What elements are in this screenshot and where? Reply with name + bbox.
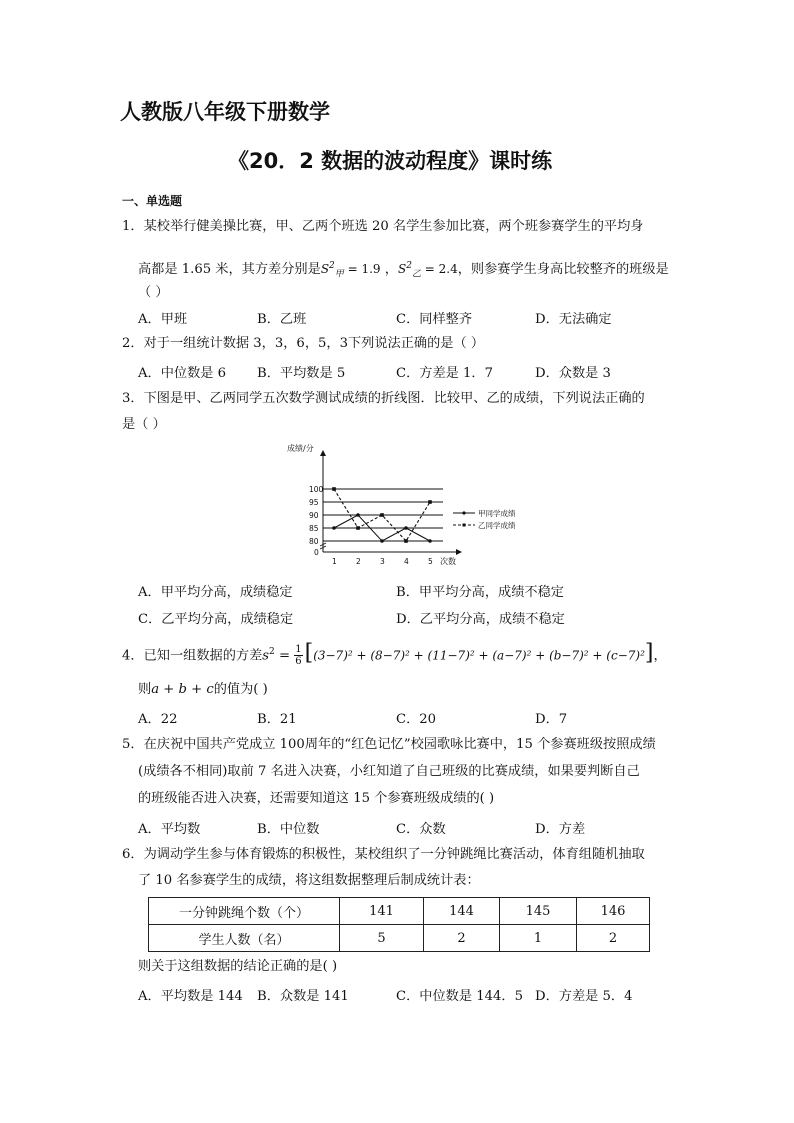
q4-expression: a + b + c — [151, 682, 214, 697]
y-axis-label: 成绩/分 — [287, 444, 314, 453]
q2-stem: 2．对于一组统计数据 3，3，6，5，3下列说法正确的是（ ） — [122, 336, 485, 351]
q1-comma: ， — [380, 262, 398, 277]
q4-tail: ， — [653, 648, 667, 664]
section-heading: 一、单选题 — [122, 194, 183, 208]
legend-jia-label: 甲同学成绩 — [478, 509, 516, 518]
q4-option-c[interactable]: C．20 — [396, 712, 437, 727]
table-cell: 1 — [500, 925, 577, 952]
q4-option-d[interactable]: D．7 — [535, 712, 568, 727]
x-axis-arrow — [456, 549, 462, 555]
series-jia-point — [332, 526, 336, 530]
series-yi-point — [404, 539, 408, 543]
legend-yi-marker — [463, 524, 466, 527]
q1-line2-post: ，则参赛学生身高比较整齐的班级是 — [457, 262, 669, 277]
q3-stem-line2: 是（ ） — [122, 417, 166, 432]
legend-yi-label: 乙同学成绩 — [478, 521, 516, 530]
q5-stem-line2: (成绩各不相同)取前 7 名进入决赛，小红知道了自己班级的比赛成绩，如果要判断自己 — [138, 764, 640, 779]
q4-bracket-close: ] — [644, 640, 654, 666]
q4-stem-line2 — [138, 681, 268, 699]
table-row — [149, 925, 650, 952]
q1-stem-line2 — [138, 257, 669, 283]
y-tick-label: 80 — [309, 537, 319, 546]
q1-option-a[interactable]: A．甲班 — [138, 312, 188, 327]
q2-option-c[interactable]: C．方差是 1．7 — [396, 366, 493, 381]
q4-frac-num: 1 — [295, 644, 302, 656]
table-cell: 145 — [500, 898, 577, 925]
q4-line2-post: 的值为( ) — [213, 682, 268, 697]
q5-option-c[interactable]: C．众数 — [396, 822, 446, 837]
series-yi-point — [356, 526, 360, 530]
q4-eq: = — [274, 648, 295, 664]
q1-option-c[interactable]: C．同样整齐 — [396, 312, 473, 327]
y-tick-label: 95 — [309, 498, 319, 507]
table-row — [149, 898, 650, 925]
q1-s-jia-sup: 2 — [329, 261, 335, 271]
q1-s-yi-sub: 乙 — [411, 269, 421, 280]
q4-s: s — [262, 648, 270, 664]
series-jia-point — [404, 526, 408, 530]
q1-s-yi: S — [397, 262, 407, 276]
q1-answer-blank: （ ） — [138, 285, 169, 300]
q6-option-a[interactable]: A．平均数是 144 — [138, 989, 243, 1004]
table-cell: 144 — [424, 898, 500, 925]
q4-frac-den: 6 — [295, 656, 302, 668]
y-tick-label: 90 — [309, 511, 319, 520]
q5-stem-line1: 5．在庆祝中国共产党成立 100周年的“红色记忆”校园歌咏比赛中，15 个参赛班级按照成绩 — [122, 737, 656, 752]
series-yi-point — [428, 500, 432, 504]
q5-option-a[interactable]: A．平均数 — [138, 822, 201, 837]
q6-option-b[interactable]: B．众数是 141 — [257, 989, 349, 1004]
x-tick-label: 5 — [428, 557, 433, 566]
x-axis-label: 次数 — [440, 557, 456, 566]
q2-option-a[interactable]: A．中位数是 6 — [138, 366, 227, 381]
q4-option-b[interactable]: B．21 — [257, 712, 297, 727]
q1-option-b[interactable]: B．乙班 — [257, 312, 307, 327]
q3-stem-line1: 3．下图是甲、乙两同学五次数学测试成绩的折线图．比较甲、乙的成绩，下列说法正确的 — [122, 391, 645, 406]
lesson-title: 《20．2 数据的波动程度》课时练 — [228, 149, 553, 173]
q6-stem-line2: 了 10 名参赛学生的成绩，将这组数据整理后制成统计表： — [138, 873, 480, 888]
x-tick-label: 2 — [356, 557, 361, 566]
q5-option-d[interactable]: D．方差 — [535, 822, 586, 837]
x-tick-label: 3 — [380, 557, 385, 566]
q1-s-yi-value: = 2.4 — [420, 262, 458, 276]
table-header-cell: 一分钟跳绳个数（个） — [149, 898, 340, 925]
score-line-chart — [285, 440, 535, 575]
q1-s-yi-sup: 2 — [406, 261, 412, 271]
q1-stem-line1: 1．某校举行健美操比赛，甲、乙两个班选 20 名学生参加比赛，两个班参赛学生的平均身 — [122, 219, 644, 234]
q4-line2-pre: 则 — [138, 682, 152, 697]
q6-option-c[interactable]: C．中位数是 144．5 — [396, 989, 523, 1004]
table-cell: 146 — [577, 898, 650, 925]
legend-jia-marker — [462, 511, 465, 514]
jump-rope-stats-table — [148, 897, 650, 952]
q3-option-d[interactable]: D．乙平均分高，成绩不稳定 — [396, 612, 565, 627]
table-cell: 5 — [340, 925, 424, 952]
worksheet-title: 人教版八年级下册数学 — [120, 100, 330, 124]
q5-stem-line3: 的班级能否进入决赛，还需要知道这 15 个参赛班级成绩的( ) — [138, 791, 495, 806]
y-axis-arrow — [320, 450, 326, 456]
table-cell: 2 — [424, 925, 500, 952]
q1-variance-yi — [397, 261, 421, 280]
series-yi-point — [332, 487, 336, 491]
table-cell: 141 — [340, 898, 424, 925]
q1-s-jia-sub: 甲 — [334, 269, 344, 280]
q4-s-sup: 2 — [269, 647, 275, 657]
table-header-cell: 学生人数（名） — [149, 925, 340, 952]
table-cell: 2 — [577, 925, 650, 952]
q6-stem-line1: 6．为调动学生参与体育锻炼的积极性，某校组织了一分钟跳绳比赛活动，体育组随机抽取 — [122, 847, 645, 862]
y-tick-label: 100 — [309, 485, 324, 494]
zero-label: 0 — [314, 548, 319, 557]
q3-option-a[interactable]: A．甲平均分高，成绩稳定 — [138, 585, 293, 600]
x-tick-label: 1 — [332, 557, 337, 566]
q1-option-d[interactable]: D．无法确定 — [535, 312, 612, 327]
q1-s-jia-value: = 1.9 — [343, 262, 381, 276]
q3-option-c[interactable]: C．乙平均分高，成绩稳定 — [138, 612, 294, 627]
q2-option-b[interactable]: B．平均数是 5 — [257, 366, 346, 381]
q2-option-d[interactable]: D．众数是 3 — [535, 366, 611, 381]
q1-s-jia: S — [320, 262, 330, 276]
q4-bracket-open: [ — [304, 640, 314, 666]
q4-formula-body: (3−7)² + (8−7)² + (11−7)² + (a−7)² + (b−7)² + (c−7)² — [313, 648, 645, 663]
series-jia-point — [356, 513, 360, 517]
y-tick-label: 85 — [309, 524, 319, 533]
series-jia-point — [380, 539, 384, 543]
q4-option-a[interactable]: A．22 — [138, 712, 178, 727]
q4-stem-line1 — [122, 640, 667, 668]
series-jia-point — [428, 539, 432, 543]
q4-fraction — [294, 644, 302, 667]
q6-option-d[interactable]: D．方差是 5．4 — [535, 989, 633, 1004]
q6-stem-line3: 则关于这组数据的结论正确的是( ) — [138, 959, 338, 974]
q1-variance-jia — [320, 261, 344, 280]
x-tick-label: 4 — [404, 557, 409, 566]
series-yi-point — [380, 513, 384, 517]
q5-option-b[interactable]: B．中位数 — [257, 822, 320, 837]
q3-option-b[interactable]: B．甲平均分高，成绩不稳定 — [396, 585, 564, 600]
q1-line2-text: 高都是 1.65 米，其方差分别是 — [138, 262, 321, 277]
q4-stem-text: 4．已知一组数据的方差 — [122, 648, 263, 664]
